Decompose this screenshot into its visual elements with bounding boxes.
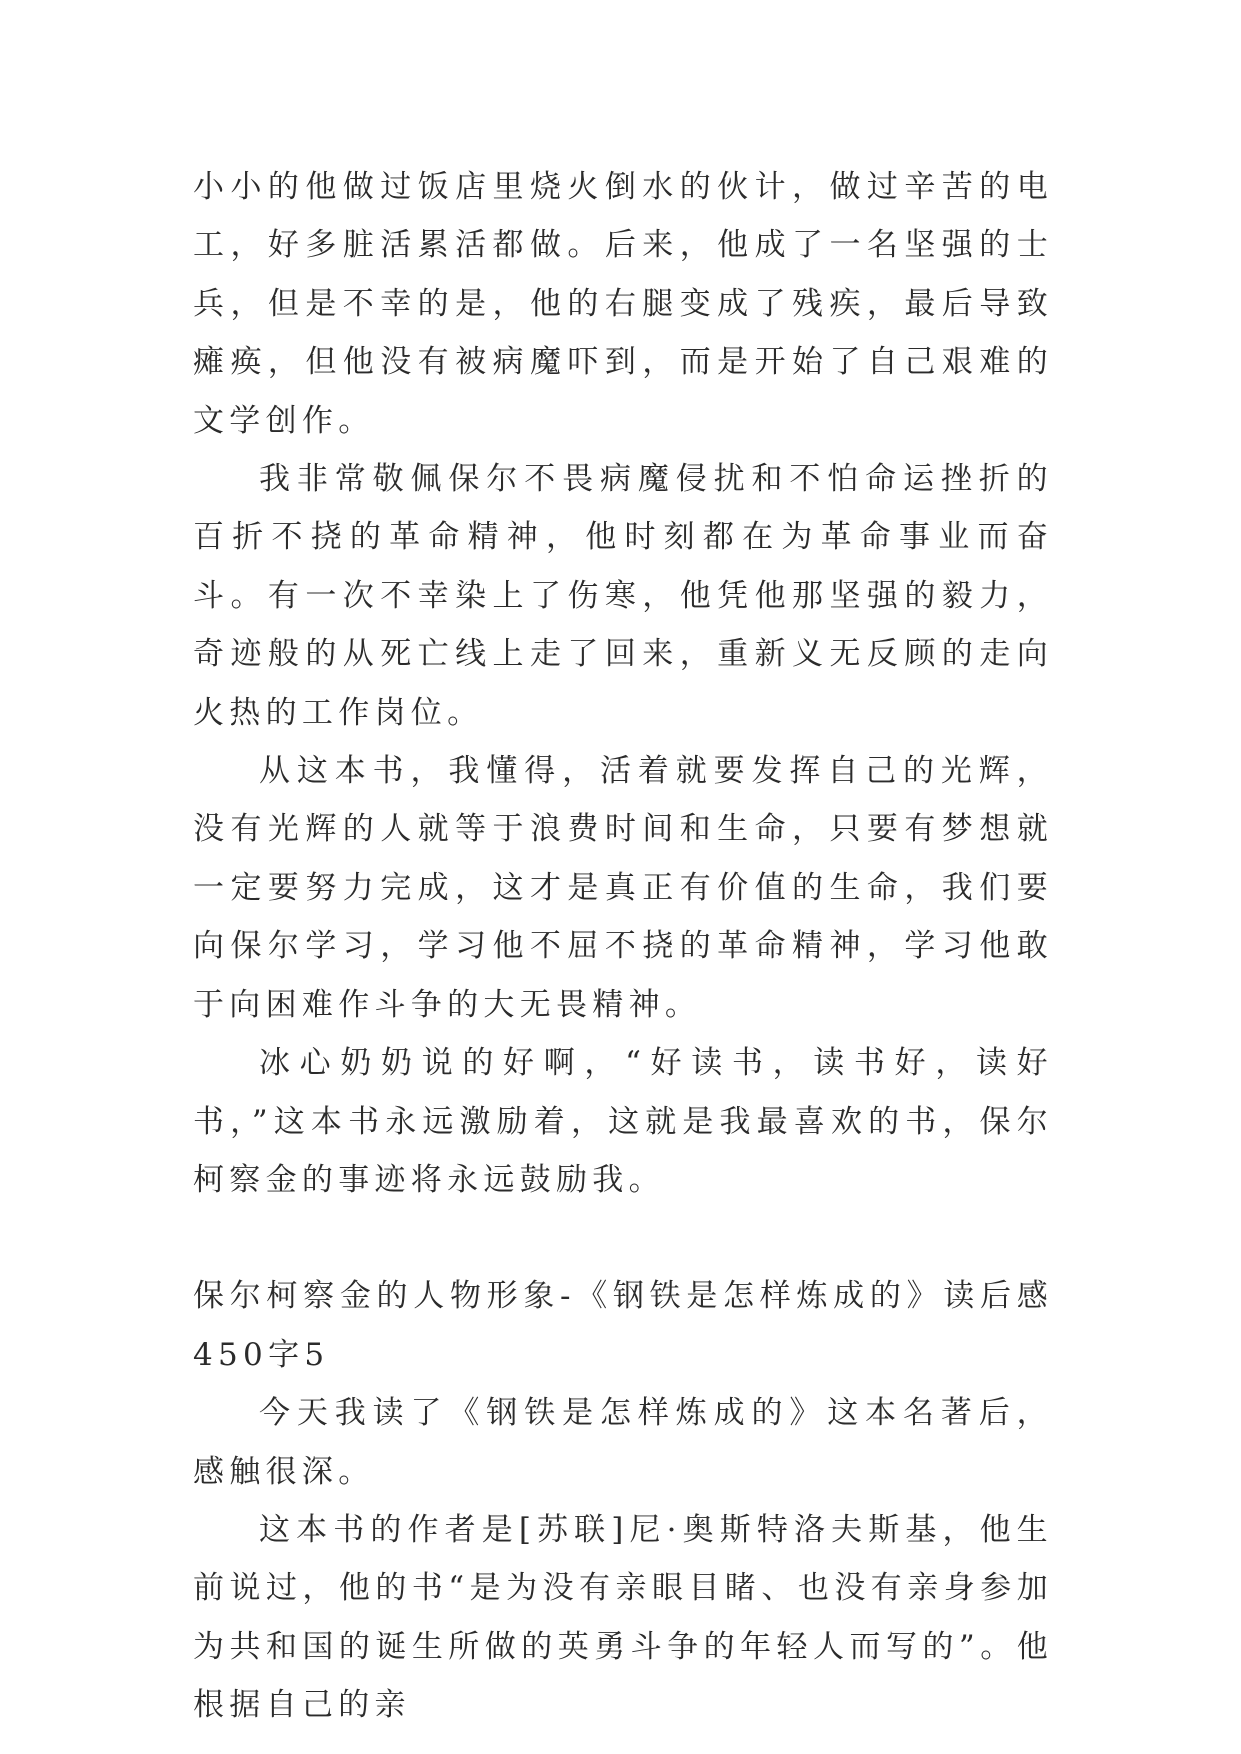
paragraph: 今天我读了《钢铁是怎样炼成的》这本名著后，感触很深。 <box>193 1395 1053 1490</box>
paragraph: 我非常敬佩保尔不畏病魔侵扰和不怕命运挫折的百折不挠的革命精神，他时刻都在为革命事业而奋斗。有一次不幸染上了伤寒，他凭他那坚强的毅力，奇迹般的从死亡线上走了回来，重新义无反顾的走向火热的工作岗位。 <box>193 461 1053 731</box>
document-body <box>193 158 1053 1735</box>
paragraph: 冰心奶奶说的好啊，“好读书，读书好，读好书，”这本书永远激励着，这就是我最喜欢的书，保尔柯察金的事迹将永远鼓励我。 <box>193 1045 1053 1198</box>
paragraph: 小小的他做过饭店里烧火倒水的伙计，做过辛苦的电工，好多脏活累活都做。后来，他成了一名坚强的士兵，但是不幸的是，他的右腿变成了残疾，最后导致瘫痪，但他没有被病魔吓到，而是开始了自己艰难的文学创作。 <box>193 169 1053 439</box>
section-spacer <box>193 1209 1053 1267</box>
paragraph: 从这本书，我懂得，活着就要发挥自己的光辉，没有光辉的人就等于浪费时间和生命，只要有梦想就一定要努力完成，这才是真正有价值的生命，我们要向保尔学习，学习他不屈不挠的革命精神，学习他敢于向困难作斗争的大无畏精神。 <box>193 753 1053 1023</box>
paragraph: 这本书的作者是[苏联]尼·奥斯特洛夫斯基，他生前说过，他的书“是为没有亲眼目睹、也没有亲身参加为共和国的诞生所做的英勇斗争的年轻人而写的”。他根据自己的亲 <box>193 1511 1053 1724</box>
section-title: 保尔柯察金的人物形象-《钢铁是怎样炼成的》读后感450字5 <box>193 1278 1053 1373</box>
